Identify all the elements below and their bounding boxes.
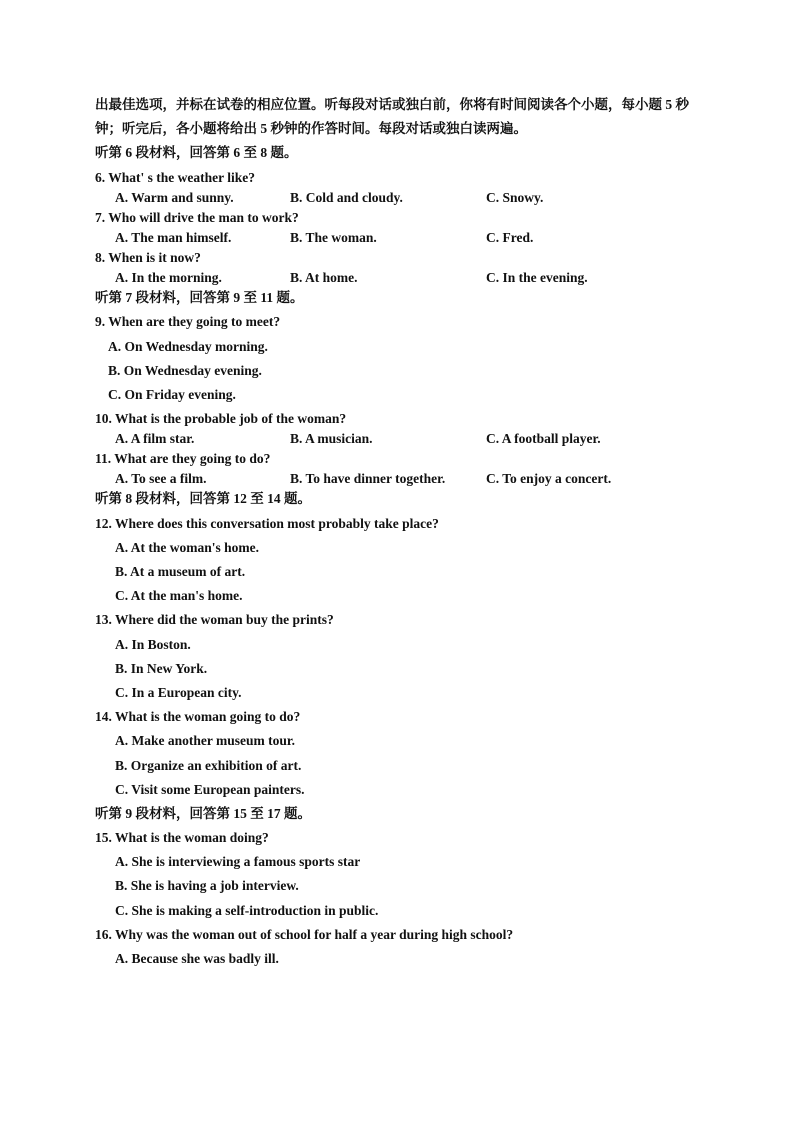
options-7 [95, 230, 715, 246]
option-b: B. A musician. [290, 431, 373, 447]
option-a: A. In Boston. [115, 636, 191, 652]
option-c: C. In the evening. [486, 270, 588, 286]
options-11 [95, 471, 715, 487]
options-10 [95, 431, 715, 447]
option-c: C. A football player. [486, 431, 601, 447]
section-heading: 听第 6 段材料，回答第 6 至 8 题。 [95, 145, 298, 161]
options-8 [95, 270, 715, 286]
question-12: 12. Where does this conversation most probably take place? [95, 515, 439, 531]
question-10: 10. What is the probable job of the woman? [95, 411, 347, 427]
question-13: 13. Where did the woman buy the prints? [95, 612, 334, 628]
option-a: A. To see a film. [115, 471, 207, 487]
option-c: C. At the man's home. [115, 588, 243, 604]
options-6 [95, 190, 715, 206]
option-c: C. She is making a self-introduction in public. [115, 902, 379, 918]
question-14: 14. What is the woman going to do? [95, 709, 301, 725]
option-a: A. Because she was badly ill. [115, 951, 279, 967]
question-7: 7. Who will drive the man to work? [95, 209, 299, 225]
option-b: B. She is having a job interview. [115, 878, 299, 894]
option-a: A. Make another museum tour. [115, 733, 296, 749]
option-b: B. At a museum of art. [115, 564, 246, 580]
section-heading: 听第 9 段材料，回答第 15 至 17 题。 [95, 805, 311, 821]
question-9: 9. When are they going to meet? [95, 314, 281, 330]
option-c: C. Visit some European painters. [115, 781, 305, 797]
option-b: B. At home. [290, 270, 358, 286]
exam-content [95, 93, 715, 971]
question-6: 6. What' s the weather like? [95, 169, 255, 185]
option-b: B. The woman. [290, 229, 377, 245]
question-16: 16. Why was the woman out of school for half a year during high school? [95, 926, 514, 942]
option-b: B. In New York. [115, 660, 208, 676]
option-c: C. In a European city. [115, 684, 242, 700]
option-c: C. Snowy. [486, 189, 544, 205]
option-a: A. The man himself. [115, 229, 232, 245]
section-heading: 听第 7 段材料，回答第 9 至 11 题。 [95, 290, 304, 306]
option-a: A. In the morning. [115, 270, 222, 286]
option-a: A. A film star. [115, 431, 195, 447]
question-8: 8. When is it now? [95, 249, 201, 265]
option-c: C. On Friday evening. [108, 386, 236, 402]
option-c: C. To enjoy a concert. [486, 471, 612, 487]
option-a: A. She is interviewing a famous sports star [115, 854, 361, 870]
section-heading: 听第 8 段材料，回答第 12 至 14 题。 [95, 491, 311, 507]
section-instructions: 出最佳选项，并标在试卷的相应位置。听每段对话或独白前，你将有时间阅读各个小题，每小题 5 秒钟；听完后，各小题将给出 5 秒钟的作答时间。每段对话或独白读两遍。 [95, 97, 689, 137]
question-11: 11. What are they going to do? [95, 451, 271, 467]
option-b: B. Organize an exhibition of art. [115, 757, 302, 773]
option-a: A. At the woman's home. [115, 539, 259, 555]
option-b: B. Cold and cloudy. [290, 189, 403, 205]
question-15: 15. What is the woman doing? [95, 830, 269, 846]
option-c: C. Fred. [486, 229, 534, 245]
option-b: B. On Wednesday evening. [108, 362, 262, 378]
option-a: A. Warm and sunny. [115, 189, 234, 205]
option-b: B. To have dinner together. [290, 471, 446, 487]
option-a: A. On Wednesday morning. [108, 338, 268, 354]
